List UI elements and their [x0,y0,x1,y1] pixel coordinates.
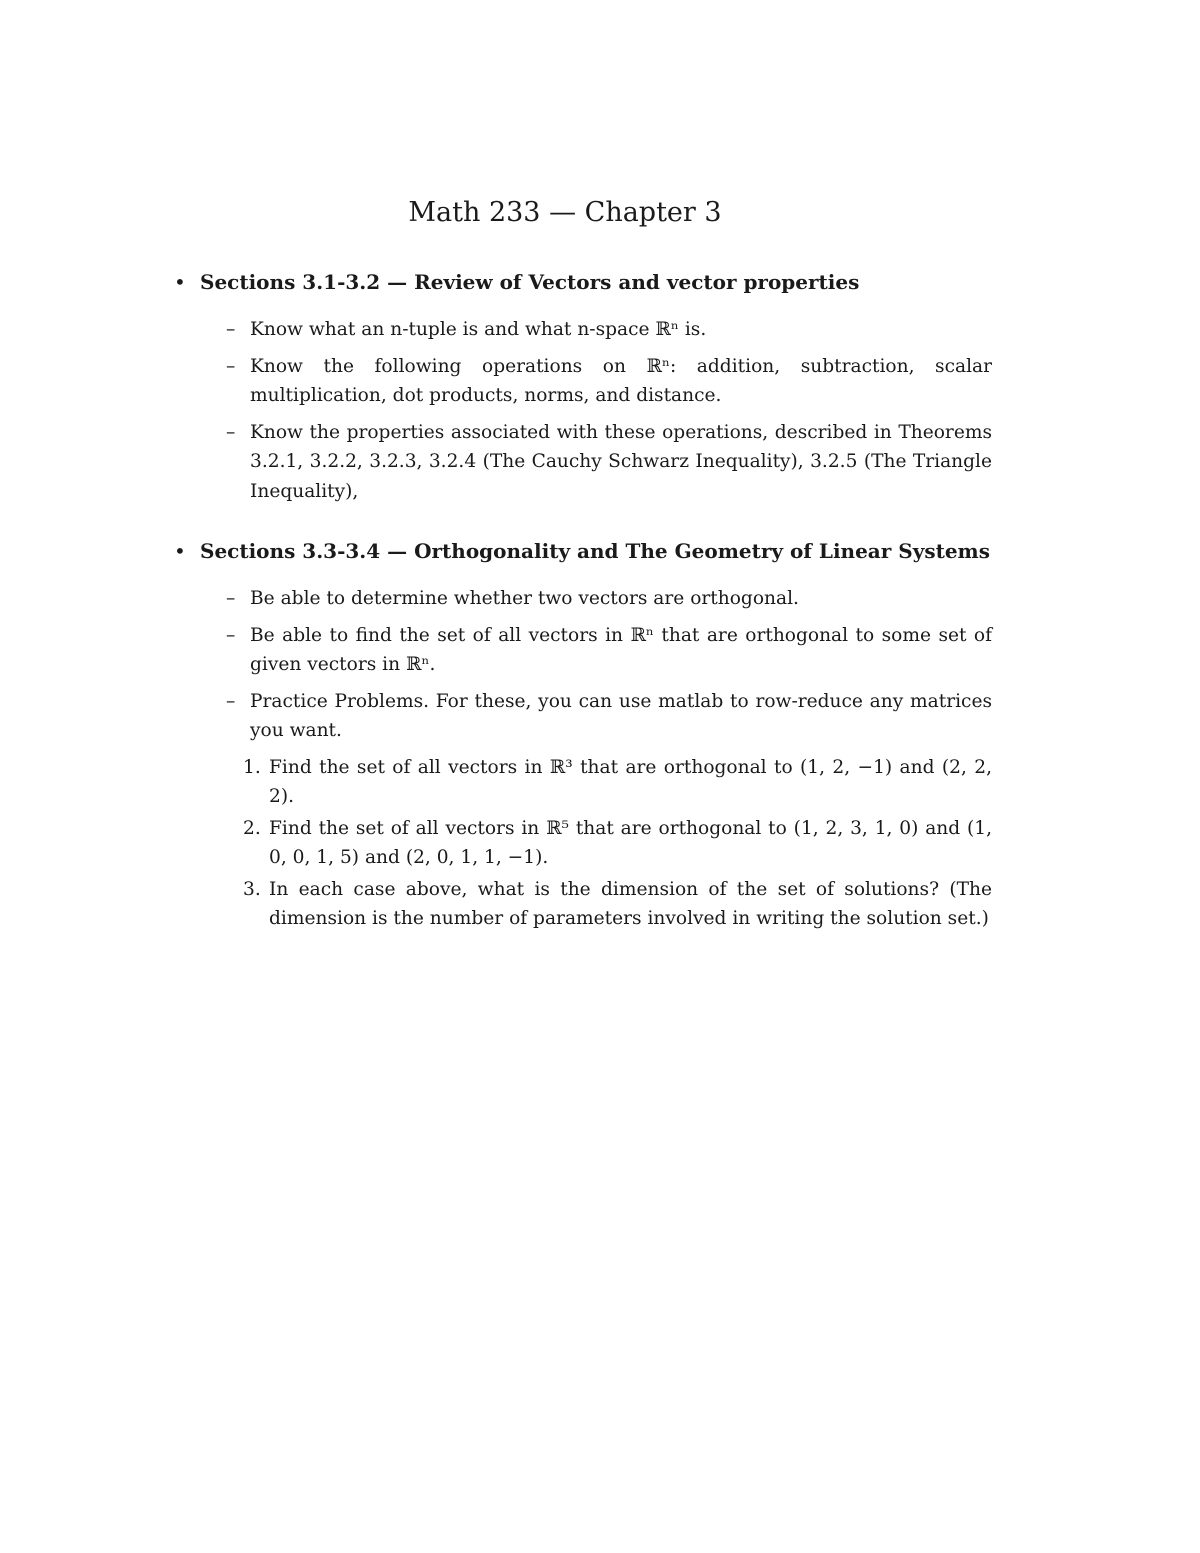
dash: – [226,355,236,377]
list-item-text: Know the following operations on ℝⁿ: addition, subtraction, scalar multiplication, dot products, norms, and distance. [250,355,992,406]
problem-text: In each case above, what is the dimension of the set of solutions? (The dimension is the number of parameters involved in writing the solution set.) [269,878,992,929]
practice-problem [226,814,992,873]
problem-number: 1. [243,756,261,778]
bullet: • [174,539,186,563]
list-item-text: Be able to find the set of all vectors in ℝⁿ that are orthogonal to some set of given vectors in ℝⁿ. [250,624,992,675]
list-item [226,687,992,746]
page-title: Math 233 — Chapter 3 [408,197,722,228]
section-heading: Sections 3.1-3.2 — Review of Vectors and vector properties [200,270,860,294]
list-item [226,584,992,614]
list-item-text: Be able to determine whether two vectors are orthogonal. [250,588,799,609]
practice-problem [226,875,992,934]
dash: – [226,588,236,609]
dash: – [226,421,236,443]
section-items [226,584,992,934]
dash: – [226,319,236,340]
problem-text: Find the set of all vectors in ℝ⁵ that are orthogonal to (1, 2, 3, 1, 0) and (1, 0, 0, 1, 5) and (2, 0, 1, 1, −1). [269,817,992,868]
dash: – [226,624,236,646]
list-item [226,352,992,411]
practice-problems-list [226,753,992,934]
list-item [226,315,992,345]
section-3-3-3-4 [174,537,994,936]
dash: – [226,690,236,712]
list-item-text: Know the properties associated with these operations, described in Theorems 3.2.1, 3.2.2, 3.2.3, 3.2.4 (The Cauchy Schwarz Inequality), 3.2.5 (The Triangle Inequality), [250,421,992,502]
section-3-1-3-2 [174,268,994,513]
problem-number: 2. [243,817,261,839]
list-item-text: Know what an n-tuple is and what n-space ℝⁿ is. [250,319,707,340]
practice-problem [226,753,992,812]
list-item [226,621,992,680]
problem-number: 3. [243,878,261,900]
list-item-text: Practice Problems. For these, you can use matlab to row-reduce any matrices you want. [250,690,992,741]
bullet: • [174,270,186,294]
section-items [226,315,992,506]
list-item [226,418,992,507]
problem-text: Find the set of all vectors in ℝ³ that are orthogonal to (1, 2, −1) and (2, 2, 2). [269,756,992,807]
section-heading: Sections 3.3-3.4 — Orthogonality and The Geometry of Linear Systems [200,539,990,563]
